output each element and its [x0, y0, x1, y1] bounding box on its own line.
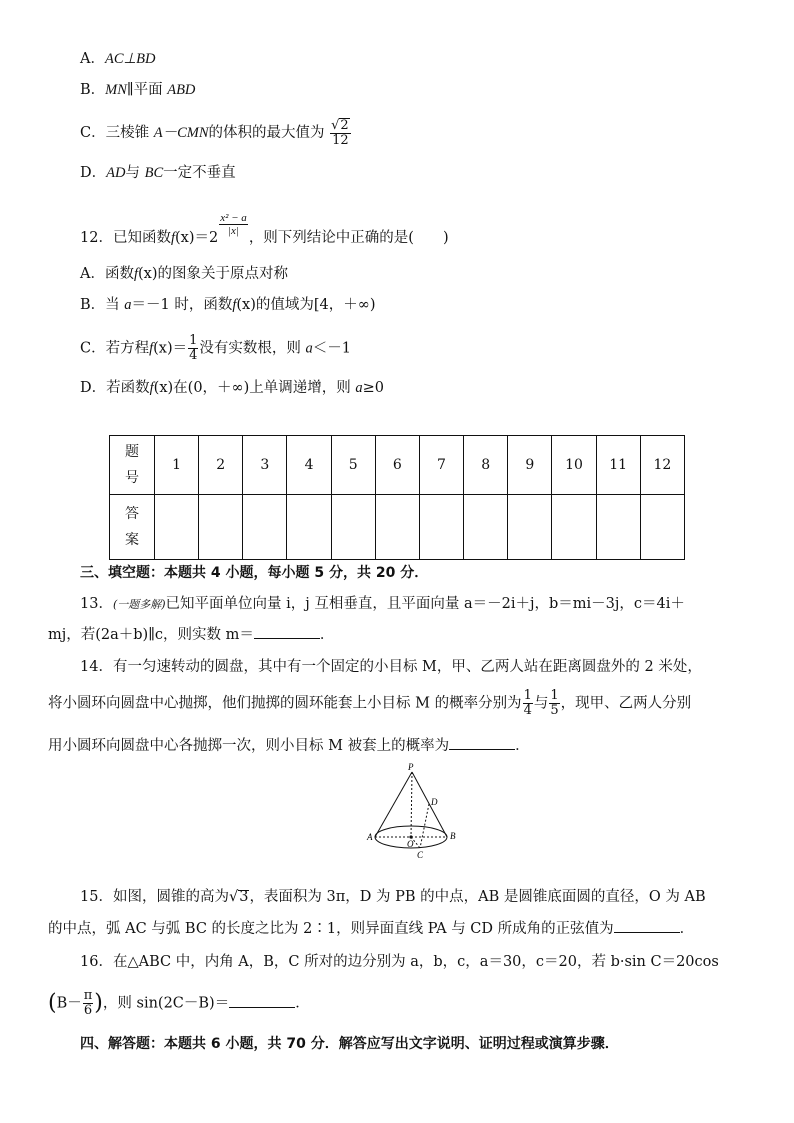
q12-option-b: [80, 295, 376, 315]
option-text: 若函数: [106, 380, 150, 396]
question-text: 用小圆环向圆盘中心各抛掷一次，则小目标 M 被套上的概率为: [48, 738, 450, 754]
option-text: MN: [105, 82, 127, 98]
option-label: B．: [80, 297, 106, 313]
question-text: ．: [515, 738, 530, 754]
function-name: f: [149, 380, 154, 396]
function-name: f: [133, 266, 139, 282]
option-text: BC: [144, 165, 164, 181]
row-header-answer: 答案: [125, 506, 139, 548]
q14-line1: 14．有一匀速转动的圆盘，其中有一个固定的小目标 M，甲、乙两人站在距离圆盘外的 2 米处，: [80, 659, 702, 675]
q16-line2: [48, 989, 310, 1018]
q14-line3: [48, 735, 530, 756]
question-text: ，表面积为 3π，D 为 PB 的中点，AB 是圆锥底面圆的直径，O 为 AB: [249, 889, 706, 905]
option-label: D．: [80, 380, 107, 396]
option-text: 当: [105, 297, 125, 313]
option-text: ＜－1: [312, 340, 352, 357]
option-text: a: [305, 340, 313, 357]
fraction-denominator: |x|: [228, 225, 239, 237]
option-label: D．: [80, 165, 107, 181]
fraction-denominator: 5: [550, 703, 559, 718]
fraction-numerator: 1: [550, 688, 559, 703]
option-text: AD: [106, 165, 126, 181]
fraction-denominator: 4: [523, 703, 532, 718]
fraction: [549, 689, 559, 718]
table-cell: 4: [287, 436, 331, 495]
q15-line2: [48, 918, 694, 939]
answer-cell[interactable]: [375, 495, 419, 560]
stem-text: (x)＝2: [174, 230, 219, 246]
option-text: 一定不垂直: [163, 165, 236, 181]
fraction: [188, 334, 198, 363]
fraction: [523, 689, 533, 718]
table-cell: 7: [419, 436, 463, 495]
answer-blank[interactable]: [614, 918, 680, 933]
function-name: f: [232, 297, 237, 313]
answer-cell[interactable]: [243, 495, 287, 560]
answer-cell[interactable]: [419, 495, 463, 560]
question-text: ．: [679, 921, 695, 937]
fraction-denominator: 12: [332, 133, 349, 148]
table-cell: 2: [199, 436, 243, 495]
option-text: 没有实数根，则: [199, 340, 306, 357]
answer-blank[interactable]: [229, 993, 295, 1008]
answer-cell[interactable]: [508, 495, 552, 560]
option-label: C．: [80, 125, 106, 141]
option-text: a: [355, 380, 363, 396]
label-b: B: [450, 831, 456, 841]
question-text: 与: [533, 695, 549, 712]
fraction-numerator: 2: [340, 118, 349, 133]
answer-cell[interactable]: [596, 495, 640, 560]
q12-option-c: [80, 334, 351, 363]
q15-line1: 15．如图，圆锥的高为√3，表面积为 3π，D 为 PB 的中点，AB 是圆锥底面圆的直径，O 为 AB: [80, 889, 706, 905]
answer-table: [109, 435, 685, 560]
answer-cell[interactable]: [287, 495, 331, 560]
table-cell: 10: [552, 436, 596, 495]
table-cell: 12: [640, 436, 684, 495]
table-cell: 5: [331, 436, 375, 495]
exponent-fraction: [219, 212, 248, 237]
q13-line1: [80, 594, 685, 615]
cone-figure: [360, 762, 470, 862]
right-paren: ): [94, 990, 103, 1016]
table-cell: 3: [243, 436, 287, 495]
option-text: 的体积的最大值为: [208, 125, 325, 141]
question-tag: (一题多解): [112, 598, 166, 611]
option-text: (x)在(0，＋∞)上单调递增，则: [153, 380, 356, 396]
fraction-numerator: 1: [189, 333, 198, 348]
question-text: 将小圆环向圆盘中心抛掷，他们抛掷的圆环能套上小目标 M 的概率分别为: [48, 695, 522, 712]
table-header-cell: [110, 495, 155, 560]
option-text: (x)的值域为[4，＋∞): [236, 297, 376, 313]
answer-blank[interactable]: [254, 624, 320, 639]
label-d: D: [431, 797, 438, 807]
label-p: P: [408, 762, 414, 772]
row-header-number: 题号: [125, 444, 139, 486]
fraction-denominator: 6: [83, 1003, 93, 1018]
question-text: ，现甲、乙两人分别: [560, 695, 692, 712]
question-text: B－: [56, 995, 82, 1012]
function-name: f: [170, 230, 175, 246]
table-cell: 11: [596, 436, 640, 495]
option-label: A．: [80, 266, 105, 282]
answer-blank[interactable]: [449, 735, 515, 750]
segment-po: [411, 772, 412, 837]
answer-cell[interactable]: [464, 495, 508, 560]
table-cell: 6: [375, 436, 419, 495]
option-label: A．: [80, 51, 105, 67]
table-cell: 1: [155, 436, 199, 495]
section-title-fill-blank: 三、填空题：本题共 4 小题，每小题 5 分，共 20 分．: [80, 565, 429, 581]
q11-option-d: [80, 163, 236, 183]
answer-cell[interactable]: [199, 495, 243, 560]
label-o: O: [407, 839, 414, 849]
fraction: $\frac{√2}{12}$: [331, 118, 349, 148]
fraction: [83, 989, 94, 1018]
option-text: a: [124, 297, 132, 313]
function-name: f: [149, 340, 154, 357]
fraction-numerator: π: [83, 988, 93, 1003]
fraction-denominator: 4: [189, 348, 198, 363]
table-row: [110, 436, 685, 495]
option-text: ∥平面: [126, 82, 168, 98]
label-a: A: [367, 832, 373, 842]
answer-cell[interactable]: [640, 495, 684, 560]
q12-stem: [80, 212, 449, 248]
section-title-solutions: 四、解答题：本题共 6 小题，共 70 分．解答应写出文字说明、证明过程或演算步骤．: [80, 1036, 619, 1052]
question-text: ．: [319, 627, 335, 643]
label-c: C: [417, 850, 424, 860]
q12-option-d: [80, 378, 384, 398]
left-paren: (: [48, 990, 57, 1016]
q13-line2: [48, 624, 334, 645]
q14-line2: [48, 689, 691, 718]
option-text: ABD: [167, 82, 196, 98]
option-text: 与: [125, 165, 145, 181]
q16-line1: 16．在△ABC 中，内角 A，B，C 所对的边分别为 a，b，c，a＝30，c＝20，若 b·sin C＝20cos: [80, 954, 719, 970]
question-text: 的中点，弧 AC 与弧 BC 的长度之比为 2∶1，则异面直线 PA 与 CD 所成角的正弦值为: [48, 921, 614, 937]
q12-option-a: [80, 264, 288, 284]
question-text: 已知平面单位向量 i，j 互相垂直，且平面向量 a＝－2i＋j，b＝mi－3j，c＝4i＋: [165, 596, 685, 612]
fraction-numerator: x² − a: [220, 212, 247, 224]
option-label: B．: [80, 82, 106, 98]
option-text: A－CMN: [153, 125, 209, 141]
answer-cell[interactable]: [331, 495, 375, 560]
question-text: ．: [295, 995, 310, 1012]
option-text: ＝－1 时，函数: [131, 297, 233, 313]
answer-cell[interactable]: [552, 495, 596, 560]
table-cell: 9: [508, 436, 552, 495]
option-text: 三棱锥: [105, 125, 154, 141]
option-text: ≥0: [362, 380, 385, 396]
stem-text: ，则下列结论中正确的是( ): [248, 230, 449, 246]
answer-cell[interactable]: [155, 495, 199, 560]
table-header-cell: [110, 436, 155, 495]
q11-option-a: [80, 49, 155, 69]
option-text: 函数: [104, 266, 134, 282]
option-text: AC⊥BD: [104, 51, 156, 67]
table-cell: 8: [464, 436, 508, 495]
q11-option-b: [80, 80, 195, 100]
q11-option-c: [80, 118, 352, 148]
option-text: 若方程: [105, 340, 150, 357]
fraction-numerator: 1: [523, 688, 532, 703]
stem-text: 12．已知函数: [80, 230, 171, 246]
question-number: 13．: [80, 596, 113, 612]
question-text: ，则 sin(2C－B)＝: [102, 995, 230, 1012]
option-text: (x)＝: [153, 340, 188, 357]
question-text: 15．如图，圆锥的高为: [80, 889, 229, 905]
option-text: (x)的图象关于原点对称: [138, 266, 289, 282]
sqrt-radicand: 3: [239, 889, 249, 905]
table-row: [110, 495, 685, 560]
option-label: C．: [80, 340, 106, 357]
question-text: mj，若(2a＋b)∥c，则实数 m＝: [48, 627, 254, 643]
